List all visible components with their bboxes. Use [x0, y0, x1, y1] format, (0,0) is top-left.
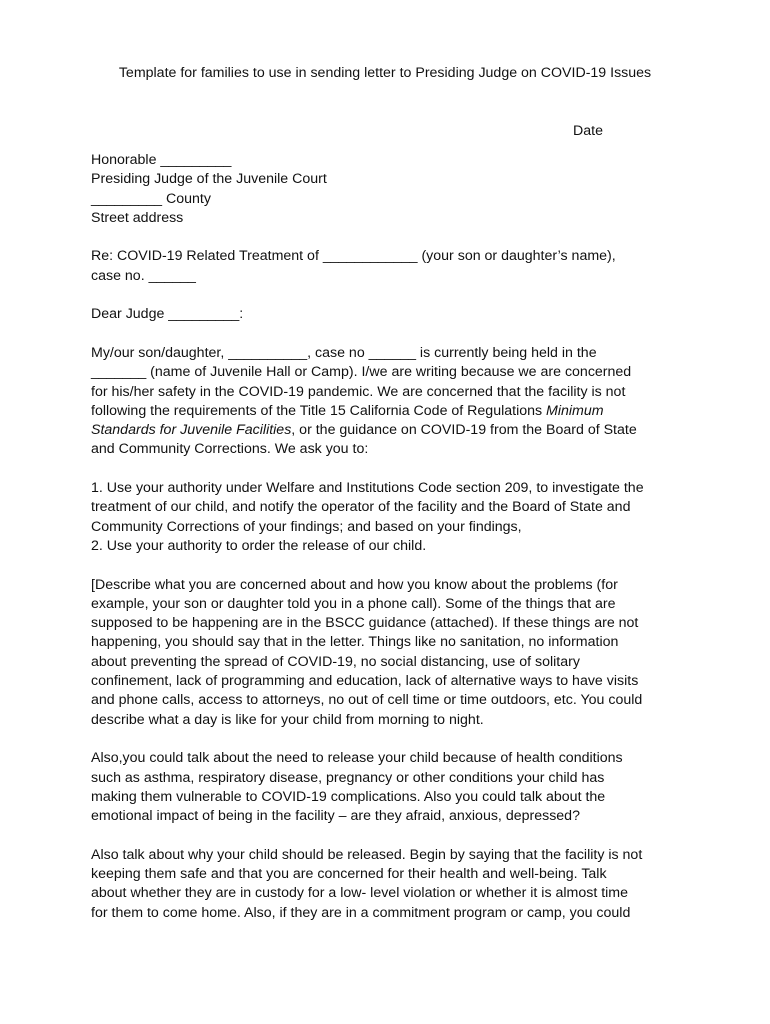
release-paragraph [91, 846, 689, 923]
requests-list [91, 479, 689, 556]
intro-line: _______ (name of Juvenile Hall or Camp). I/we are writing because we are concerned [91, 364, 632, 381]
address-line: Presiding Judge of the Juvenile Court [91, 171, 327, 188]
describe-line: and phone calls, access to attorneys, no out of cell time or time outdoors, etc. You could [91, 692, 643, 709]
describe-line: confinement, lack of programming and education, lack of alternative ways to have visits [91, 673, 639, 690]
request-item: Community Corrections of your findings; and based on your findings, [91, 518, 522, 535]
date-label: Date [573, 123, 603, 139]
describe-line: about preventing the spread of COVID-19, no social distancing, use of solitary [91, 653, 580, 670]
health-paragraph [91, 749, 689, 826]
re-line [91, 247, 689, 286]
health-line: emotional impact of being in the facility – are they afraid, anxious, depressed? [91, 808, 580, 825]
intro-line: My/our son/daughter, __________, case no ______ is currently being held in the [91, 344, 597, 361]
request-item: treatment of our child, and notify the operator of the facility and the Board of State and [91, 499, 631, 516]
describe-line: example, your son or daughter told you in a phone call). Some of the things that are [91, 595, 616, 612]
address-block [91, 151, 689, 228]
request-item: 1. Use your authority under Welfare and Institutions Code section 209, to investigate the [91, 480, 644, 497]
describe-line: happening, you should say that in the letter. Things like no sanitation, no information [91, 634, 619, 651]
describe-line: describe what a day is like for your child from morning to night. [91, 711, 484, 728]
release-line: for them to come home. Also, if they are in a commitment program or camp, you could [91, 904, 631, 921]
re-text: Re: COVID-19 Related Treatment of ____________ (your son or daughter’s name), [91, 248, 616, 265]
intro-text: following the requirements of the Title 15 California Code of Regulations [91, 402, 547, 419]
intro-line [91, 421, 689, 440]
release-line: Also talk about why your child should be released. Begin by saying that the facility is not [91, 846, 643, 863]
intro-line: and Community Corrections. We ask you to: [91, 441, 369, 458]
describe-line: supposed to be happening are in the BSCC guidance (attached). If these things are not [91, 615, 639, 632]
intro-line [91, 402, 689, 421]
intro-text: , or the guidance on COVID-19 from the Board of State [291, 422, 637, 439]
address-line: Honorable _________ [91, 152, 232, 168]
intro-line: for his/her safety in the COVID-19 pandemic. We are concerned that the facility is not [91, 383, 626, 400]
describe-line: [Describe what you are concerned about and how you know about the problems (for [91, 576, 618, 593]
regulation-title-italic: Standards for Juvenile Facilities [91, 422, 292, 439]
health-line: such as asthma, respiratory disease, pregnancy or other conditions your child has [91, 769, 605, 786]
regulation-title-italic: Minimum [546, 402, 604, 419]
letter-body [91, 151, 689, 923]
release-line: keeping them safe and that you are concerned for their health and well-being. Talk [91, 865, 607, 882]
request-item: 2. Use your authority to order the release of our child. [91, 537, 427, 554]
intro-paragraph [91, 344, 689, 460]
release-line: about whether they are in custody for a low- level violation or whether it is almost time [91, 885, 629, 902]
describe-paragraph [91, 576, 689, 730]
health-line: Also,you could talk about the need to release your child because of health conditions [91, 750, 623, 767]
address-line: _________ County [91, 190, 211, 207]
health-line: making them vulnerable to COVID-19 complications. Also you could talk about the [91, 788, 606, 805]
salutation: Dear Judge _________: [91, 306, 244, 323]
address-line: Street address [91, 209, 184, 226]
document-title: Template for families to use in sending letter to Presiding Judge on COVID-19 Issues [118, 65, 652, 81]
re-text: case no. ______ [91, 267, 196, 284]
